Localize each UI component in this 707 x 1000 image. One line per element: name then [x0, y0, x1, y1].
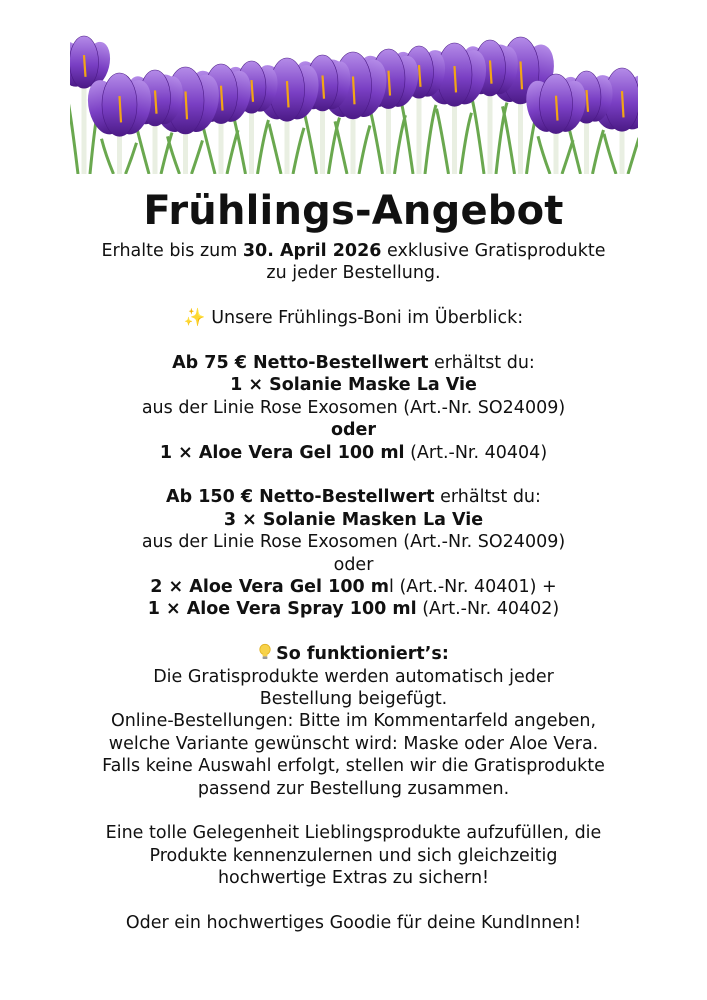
closing-line: Produkte kennenzulernen und sich gleichzeitig [149, 845, 558, 866]
tier1-or: oder [330, 420, 377, 441]
how-line: Bestellung beigefügt. [259, 689, 448, 710]
how-line: Die Gratisprodukte werden automatisch jeder [153, 666, 554, 687]
closing-line: Eine tolle Gelegenheit Lieblingsprodukte aufzufüllen, die [105, 823, 602, 844]
offer-content [40, 186, 667, 935]
goodie-line: Oder ein hochwertiges Goodie für deine KundInnen! [125, 913, 582, 934]
lightbulb-icon [258, 643, 272, 661]
tier2-threshold: Ab 150 € Netto-Bestellwert erhältst du: [166, 487, 541, 508]
crocus-banner-image [70, 24, 638, 174]
crocus-flower [521, 74, 590, 174]
tier1-option-a-line: aus der Linie Rose Exosomen (Art.-Nr. SO24009) [141, 397, 566, 418]
boni-heading: ✨ Unsere Frühlings-Boni im Überblick: [183, 308, 524, 329]
intro-line-1: Erhalte bis zum 30. April 2026 exklusive Gratisprodukte [101, 241, 606, 261]
how-line: welche Variante gewünscht wird: Maske oder Aloe Vera. [108, 733, 599, 754]
closing-line: hochwertige Extras zu sichern! [217, 868, 490, 889]
how-line: Falls keine Auswahl erfolgt, stellen wir die Gratisprodukte [102, 756, 605, 777]
tier1-option-a: 1 × Solanie Maske La Vie [230, 375, 477, 396]
page-title: Frühlings-Angebot [143, 188, 564, 234]
how-line: Online-Bestellungen: Bitte im Kommentarfeld angeben, [110, 711, 597, 732]
how-heading: So funktioniert’s: [40, 643, 667, 665]
sparkles-icon: ✨ [183, 308, 206, 329]
tier1-option-b: 1 × Aloe Vera Gel 100 ml (Art.-Nr. 40404) [159, 442, 548, 463]
tier2-option-a: 3 × Solanie Masken La Vie [223, 509, 484, 530]
intro-line-2: zu jeder Bestellung. [266, 263, 441, 284]
tier2-option-a-line: aus der Linie Rose Exosomen (Art.-Nr. SO24009) [141, 532, 566, 553]
offer-end-date: 30. April 2026 [242, 241, 382, 261]
tier2-or: oder [333, 554, 374, 575]
tier2-option-b2: 1 × Aloe Vera Spray 100 ml (Art.-Nr. 40402) [147, 599, 560, 620]
tier1-threshold: Ab 75 € Netto-Bestellwert erhältst du: [172, 353, 535, 373]
tier2-option-b1: 2 × Aloe Vera Gel 100 ml (Art.-Nr. 40401) + [150, 577, 557, 598]
how-line: passend zur Bestellung zusammen. [197, 778, 510, 799]
